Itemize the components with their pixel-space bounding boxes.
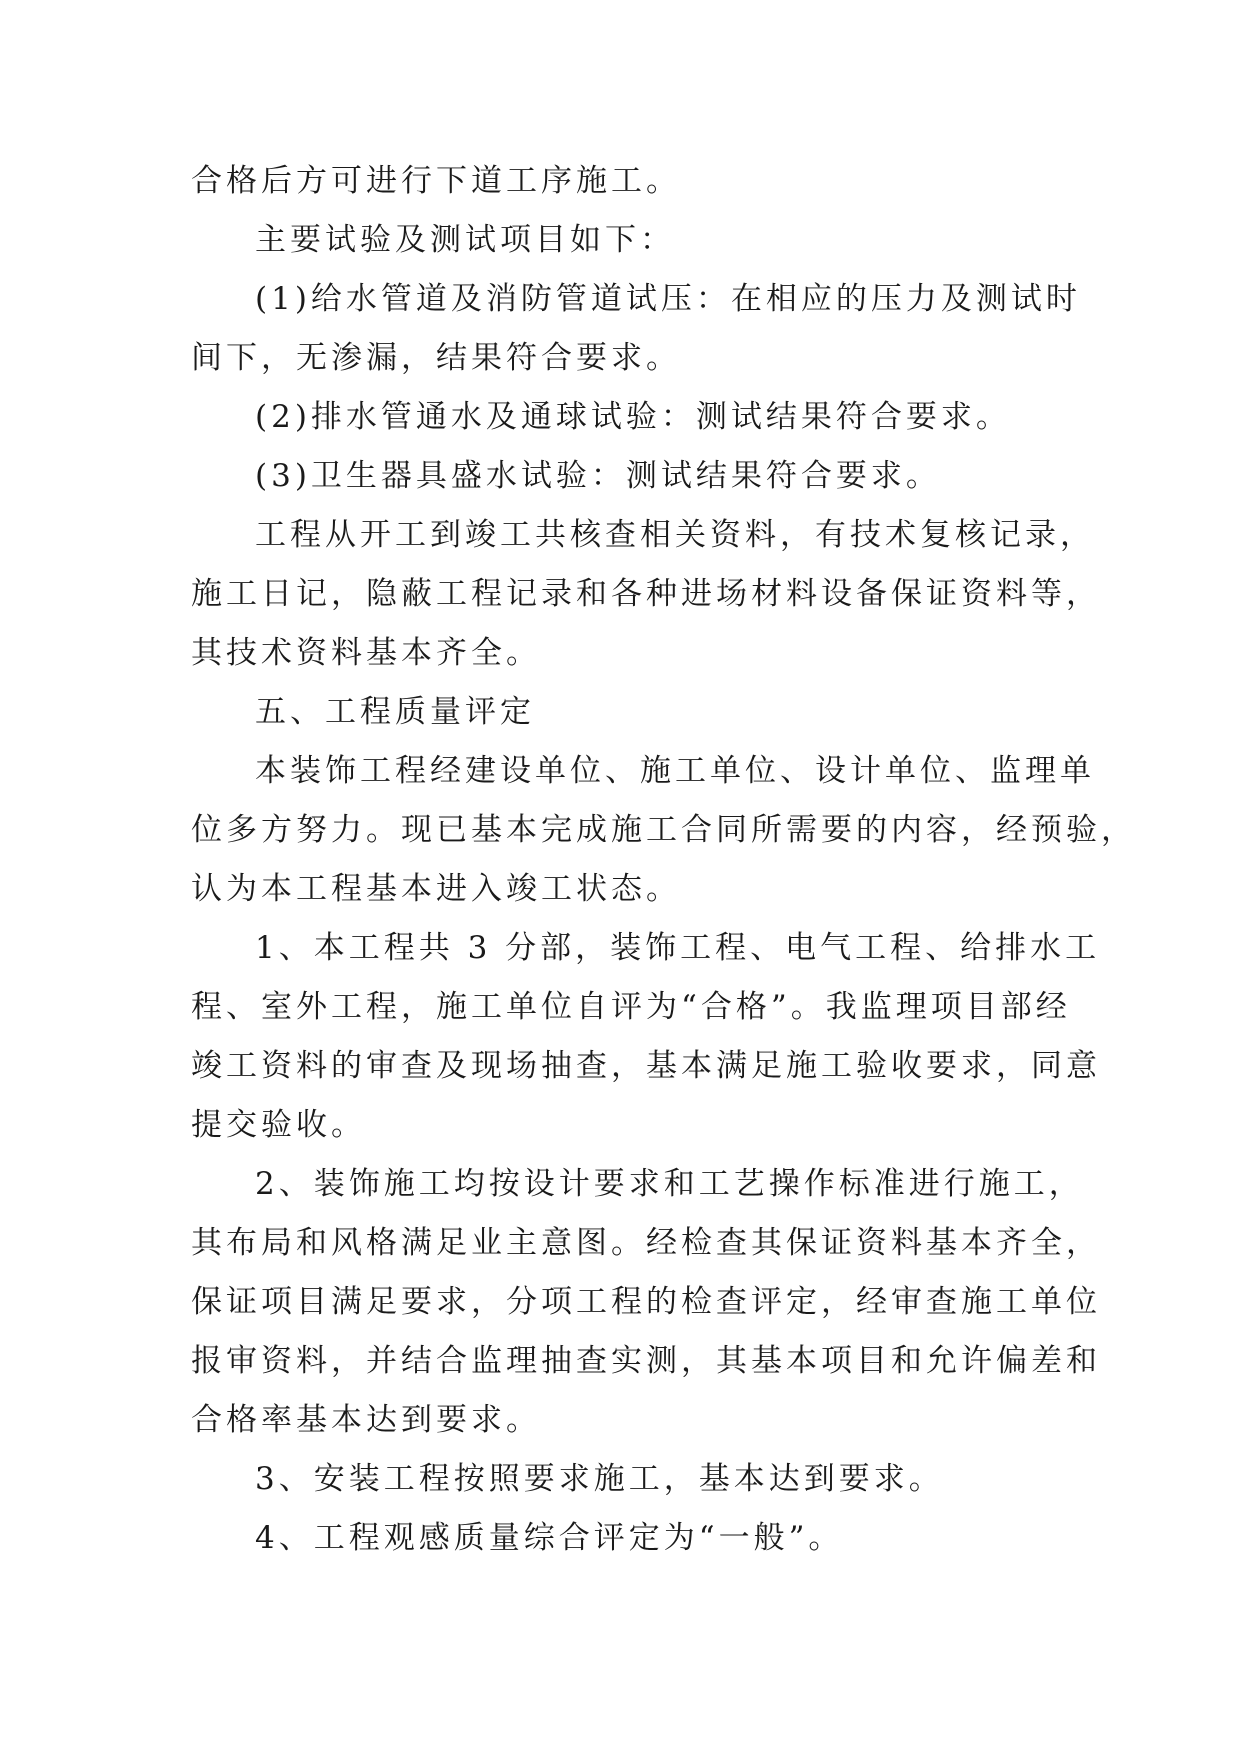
text-line: (2)排水管通水及通球试验：测试结果符合要求。 <box>255 399 1011 435</box>
document-body <box>191 152 1136 1568</box>
text-line: (3)卫生器具盛水试验：测试结果符合要求。 <box>255 458 941 494</box>
text-line: 1、本工程共 3 分部，装饰工程、电气工程、给排水工 <box>255 930 1101 966</box>
text-line: 合格率基本达到要求。 <box>191 1402 541 1438</box>
text-line: (1)给水管道及消防管道试压：在相应的压力及测试时 <box>255 281 1081 317</box>
text-line: 保证项目满足要求，分项工程的检查评定，经审查施工单位 <box>191 1284 1101 1320</box>
text-line: 其布局和风格满足业主意图。经检查其保证资料基本齐全， <box>191 1225 1101 1261</box>
text-line: 提交验收。 <box>191 1107 366 1143</box>
text-line: 程、室外工程，施工单位自评为“合格”。我监理项目部经 <box>191 989 1071 1025</box>
text-line: 报审资料，并结合监理抽查实测，其基本项目和允许偏差和 <box>191 1343 1101 1379</box>
text-line: 4、工程观感质量综合评定为“一般”。 <box>255 1520 844 1556</box>
text-line: 工程从开工到竣工共核查相关资料，有技术复核记录， <box>255 517 1095 553</box>
text-line: 主要试验及测试项目如下： <box>255 222 675 258</box>
text-line: 位多方努力。现已基本完成施工合同所需要的内容，经预验， <box>191 812 1136 848</box>
text-line: 其技术资料基本齐全。 <box>191 635 541 671</box>
text-line: 间下，无渗漏，结果符合要求。 <box>191 340 681 376</box>
section-heading: 五、工程质量评定 <box>255 694 535 730</box>
text-line: 合格后方可进行下道工序施工。 <box>191 163 681 199</box>
text-line: 认为本工程基本进入竣工状态。 <box>191 871 681 907</box>
text-line: 2、装饰施工均按设计要求和工艺操作标准进行施工， <box>255 1166 1084 1202</box>
text-line: 竣工资料的审查及现场抽查，基本满足施工验收要求，同意 <box>191 1048 1101 1084</box>
text-line: 本装饰工程经建设单位、施工单位、设计单位、监理单 <box>255 753 1095 789</box>
text-line: 施工日记，隐蔽工程记录和各种进场材料设备保证资料等， <box>191 576 1101 612</box>
text-line: 3、安装工程按照要求施工，基本达到要求。 <box>255 1461 944 1497</box>
